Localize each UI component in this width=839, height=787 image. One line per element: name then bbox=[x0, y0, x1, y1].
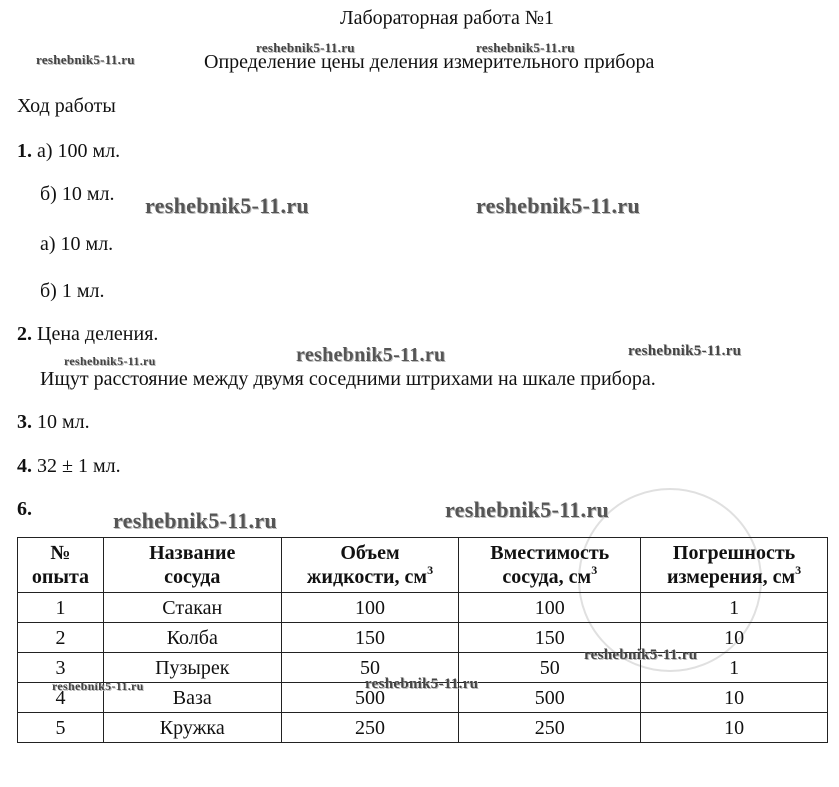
item-text: 32 ± 1 мл. bbox=[37, 455, 121, 477]
table-cell: 500 bbox=[281, 683, 459, 713]
item-number: 6. bbox=[17, 498, 32, 520]
watermark: reshebnik5-11.ru bbox=[296, 344, 446, 366]
page-subtitle: Определение цены деления измерительного прибора bbox=[204, 51, 655, 73]
item-number: 4. bbox=[17, 455, 32, 477]
item-number: 1. bbox=[17, 140, 32, 162]
item-text: а) 100 мл. bbox=[37, 140, 121, 162]
table-row bbox=[18, 623, 828, 653]
table-cell: 3 bbox=[18, 653, 104, 683]
col-header-volume: Объем жидкости, $см^3$ bbox=[281, 538, 459, 593]
table-header-row bbox=[18, 538, 828, 593]
table-cell: Колба bbox=[103, 623, 281, 653]
section-heading: Ход работы bbox=[17, 95, 116, 117]
list-item: а) 10 мл. bbox=[40, 233, 114, 255]
item-number: 2. bbox=[17, 323, 32, 345]
table-cell: 4 bbox=[18, 683, 104, 713]
table-cell: 5 bbox=[18, 713, 104, 743]
table-cell: 10 bbox=[641, 683, 828, 713]
table-row bbox=[18, 593, 828, 623]
watermark: reshebnik5-11.ru bbox=[445, 497, 609, 522]
table-cell: 500 bbox=[459, 683, 641, 713]
table-cell: 2 bbox=[18, 623, 104, 653]
watermark: reshebnik5-11.ru bbox=[113, 508, 277, 533]
watermark: reshebnik5-11.ru bbox=[628, 343, 742, 359]
table-cell: 100 bbox=[459, 593, 641, 623]
table-cell: 1 bbox=[641, 593, 828, 623]
watermark: reshebnik5-11.ru bbox=[256, 40, 355, 55]
page-title: Лабораторная работа №1 bbox=[340, 7, 554, 29]
watermark: reshebnik5-11.ru bbox=[476, 40, 575, 55]
watermark: reshebnik5-11.ru bbox=[52, 679, 144, 693]
list-item: Ищут расстояние между двумя соседними штрихами на шкале прибора. bbox=[40, 368, 656, 390]
col-header-error: Погрешность измерения, $см^3$ bbox=[641, 538, 828, 593]
watermark: reshebnik5-11.ru bbox=[365, 676, 479, 692]
table-cell: 100 bbox=[281, 593, 459, 623]
item-text: 10 мл. bbox=[37, 411, 90, 433]
watermark: reshebnik5-11.ru bbox=[36, 52, 135, 67]
list-item bbox=[17, 411, 90, 433]
list-item bbox=[17, 455, 121, 477]
table-cell: 50 bbox=[281, 653, 459, 683]
watermark: reshebnik5-11.ru bbox=[145, 193, 309, 218]
list-item bbox=[17, 498, 32, 520]
table-cell: 50 bbox=[459, 653, 641, 683]
table-cell: 250 bbox=[459, 713, 641, 743]
list-item: б) 1 мл. bbox=[40, 280, 105, 302]
table-cell: 10 bbox=[641, 713, 828, 743]
list-item: б) 10 мл. bbox=[40, 183, 115, 205]
table-cell: 150 bbox=[459, 623, 641, 653]
item-number: 3. bbox=[17, 411, 32, 433]
table-cell: 150 bbox=[281, 623, 459, 653]
table-row bbox=[18, 713, 828, 743]
col-header-name: Название сосуда bbox=[103, 538, 281, 593]
table-cell: Пузырек bbox=[103, 653, 281, 683]
results-table bbox=[17, 537, 828, 743]
table-cell: Кружка bbox=[103, 713, 281, 743]
item-text: Цена деления. bbox=[37, 323, 159, 345]
col-header-number: № опыта bbox=[18, 538, 104, 593]
table-cell: Стакан bbox=[103, 593, 281, 623]
table-cell: 250 bbox=[281, 713, 459, 743]
table-cell: 10 bbox=[641, 623, 828, 653]
watermark: reshebnik5-11.ru bbox=[584, 647, 698, 663]
table-cell: Ваза bbox=[103, 683, 281, 713]
table-cell: 1 bbox=[641, 653, 828, 683]
list-item bbox=[17, 323, 158, 345]
col-header-capacity: Вместимость сосуда, $см^3$ bbox=[459, 538, 641, 593]
watermark: reshebnik5-11.ru bbox=[64, 354, 156, 368]
watermark: reshebnik5-11.ru bbox=[476, 193, 640, 218]
table-cell: 1 bbox=[18, 593, 104, 623]
list-item bbox=[17, 140, 120, 162]
